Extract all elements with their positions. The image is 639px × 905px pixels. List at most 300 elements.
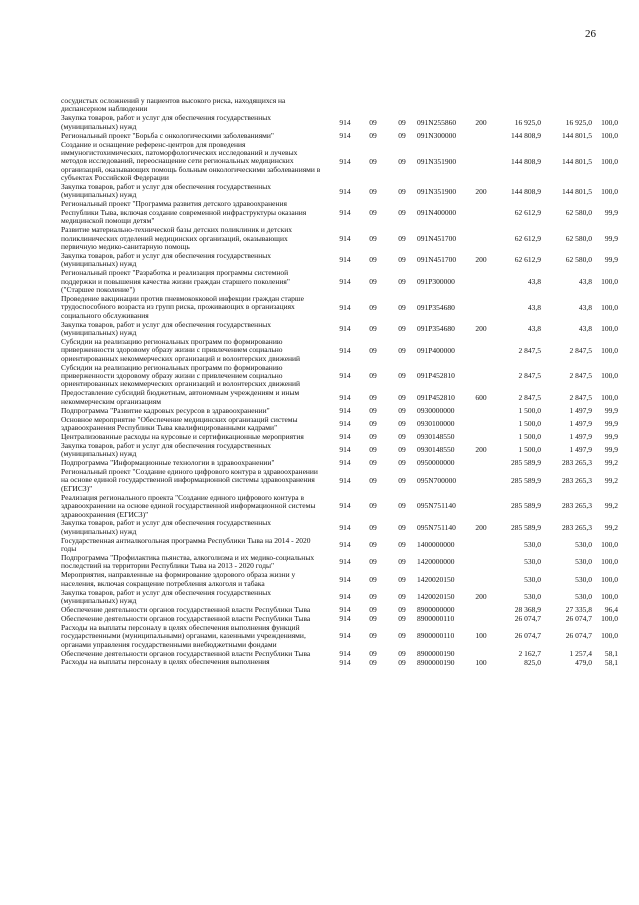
row-percent: 100,0 — [601, 540, 618, 550]
row-percent: 99,2 — [604, 475, 618, 485]
row-percent: 58,1 — [604, 648, 618, 658]
row-subsection: 09 — [398, 501, 406, 511]
row-plan-amount: 1 500,0 — [518, 432, 541, 442]
row-section: 09 — [369, 186, 377, 196]
row-percent: 99,2 — [604, 522, 618, 532]
row-expense-type — [471, 554, 491, 571]
row-executed-amount: 1 497,9 — [569, 432, 592, 442]
row-target-article: 091N451700 — [417, 255, 457, 265]
row-subsection: 09 — [398, 631, 406, 641]
row-section: 09 — [369, 631, 377, 641]
row-percent: 100,0 — [601, 574, 618, 584]
row-name: Государственная антиалкогольная программа Республики Тыва на 2014 - 2020 годы — [61, 535, 311, 554]
row-admin-code: 914 — [339, 345, 351, 355]
row-name: Субсидии на реализацию региональных программ по формированию приверженности здоровому образу жизни с привлечением социально ориентированных некоммерческих организаций и волонтерских движений — [61, 362, 301, 389]
table-row — [61, 519, 618, 536]
row-percent: 100,0 — [601, 345, 618, 355]
row-admin-code: 914 — [339, 255, 351, 265]
row-target-article: 0930100000 — [417, 418, 455, 428]
row-plan-amount: 43,8 — [527, 302, 541, 312]
row-section: 09 — [369, 648, 377, 658]
row-percent: 99,9 — [604, 445, 618, 455]
row-subsection: 09 — [398, 648, 406, 658]
row-target-article — [417, 97, 471, 114]
row-executed-amount: 283 265,3 — [562, 475, 592, 485]
row-subsection: 09 — [398, 345, 406, 355]
row-subsection: 09 — [398, 445, 406, 455]
row-name: Обеспечение деятельности органов государственной власти Республики Тыва — [61, 648, 311, 658]
table-row — [61, 416, 618, 433]
row-subsection: 09 — [398, 392, 406, 402]
row-expense-type — [471, 468, 491, 494]
row-expense-type — [471, 295, 491, 321]
table-body — [61, 97, 618, 667]
row-percent: 100,0 — [601, 614, 618, 624]
table-row — [61, 571, 618, 588]
row-expense-type — [471, 433, 491, 442]
row-percent: 100,0 — [601, 371, 618, 381]
row-plan-amount: 285 589,9 — [511, 458, 541, 468]
row-expense-type — [471, 416, 491, 433]
row-name: Региональный проект "Борьба с онкологическими заболеваниями" — [61, 130, 274, 140]
row-admin-code: 914 — [339, 324, 351, 334]
row-percent: 100,0 — [601, 276, 618, 286]
row-plan-amount: 144 808,9 — [511, 186, 541, 196]
row-plan-amount: 62 612,9 — [514, 233, 541, 243]
table-row — [61, 141, 618, 184]
row-expense-type — [471, 200, 491, 226]
row-plan-amount: 62 612,9 — [514, 255, 541, 265]
row-expense-type: 200 — [475, 255, 487, 265]
row-subsection: 09 — [398, 255, 406, 265]
row-expense-type: 100 — [475, 657, 487, 667]
row-section: 09 — [369, 302, 377, 312]
row-plan-amount: 26 074,7 — [514, 631, 541, 641]
row-percent: 100,0 — [601, 324, 618, 334]
row-subsection: 09 — [398, 657, 406, 667]
row-plan-amount: 144 808,9 — [511, 130, 541, 140]
row-name: Закупка товаров, работ и услуг для обеспечения государственных (муниципальных) нужд — [61, 518, 272, 536]
row-admin-code: 914 — [339, 574, 351, 584]
row-percent: 99,2 — [604, 501, 618, 511]
row-section: 09 — [369, 392, 377, 402]
row-percent: 100,0 — [601, 117, 618, 127]
row-name: Обеспечение деятельности органов государственной власти Республики Тыва — [61, 613, 311, 623]
row-plan-amount: 28 368,9 — [514, 605, 541, 615]
row-section: 09 — [369, 557, 377, 567]
row-plan-amount: 530,0 — [524, 592, 541, 602]
page-number: 26 — [585, 28, 596, 40]
row-percent: 100,0 — [601, 156, 618, 166]
row-name: Закупка товаров, работ и услуг для обеспечения государственных (муниципальных) нужд — [61, 250, 272, 269]
table-row — [61, 494, 618, 520]
row-name: Региональный проект "Создание единого цифрового контура в здравоохранении на основе единой государственной информационной системы здравоохранения (ЕГИСЗ)" — [61, 466, 318, 493]
row-section: 09 — [369, 657, 377, 667]
table-row — [61, 114, 618, 131]
row-section: 09 — [369, 130, 377, 140]
row-percent: 99,2 — [604, 458, 618, 468]
row-target-article: 0930148550 — [417, 432, 455, 442]
row-name: Расходы на выплаты персоналу в целях обеспечения выполнения функций государственными (муниципальными) органами, казенными учреждениями, органами управления государственными внебюджетными фондами — [61, 622, 306, 649]
table-row — [61, 252, 618, 269]
row-section: 09 — [369, 324, 377, 334]
row-admin-code: 914 — [339, 418, 351, 428]
row-expense-type: 200 — [475, 592, 487, 602]
row-expense-type: 100 — [475, 631, 487, 641]
row-name: Основное мероприятие "Обеспечение медицинских организаций системы здравоохранения Республики Тыва квалифицированными кадрами" — [61, 414, 298, 432]
row-name: Региональный проект "Разработка и реализация программы системной поддержки и повышения качества жизни граждан старшего поколения" ("Старшее поколение") — [61, 268, 290, 294]
row-executed-amount: 16 925,0 — [565, 117, 592, 127]
row-target-article: 1420020150 — [417, 592, 455, 602]
row-executed-amount: 283 265,3 — [562, 522, 592, 532]
row-subsection: 09 — [398, 522, 406, 532]
row-subsection: 09 — [398, 540, 406, 550]
row-executed-amount: 144 801,5 — [562, 186, 592, 196]
row-admin-code: 914 — [339, 605, 351, 615]
row-subsection: 09 — [398, 574, 406, 584]
row-subsection — [387, 97, 417, 114]
row-admin-code: 914 — [339, 186, 351, 196]
table-row — [61, 589, 618, 606]
row-plan-amount: 1 500,0 — [518, 418, 541, 428]
row-plan-amount: 530,0 — [524, 574, 541, 584]
row-executed-amount: 144 801,5 — [562, 156, 592, 166]
row-admin-code: 914 — [339, 648, 351, 658]
row-target-article: 0930148550 — [417, 445, 455, 455]
row-admin-code: 914 — [339, 522, 351, 532]
row-percent: 100,0 — [601, 130, 618, 140]
table-row — [61, 295, 618, 321]
row-name: Обеспечение деятельности органов государственной власти Республики Тыва — [61, 604, 311, 614]
row-percent: 99,9 — [604, 405, 618, 415]
row-target-article: 091P354680 — [417, 302, 455, 312]
row-plan-amount: 530,0 — [524, 557, 541, 567]
row-name: Подпрограмма "Информационные технологии в здравоохранении" — [61, 458, 275, 468]
row-subsection: 09 — [398, 432, 406, 442]
row-plan-amount — [491, 97, 541, 114]
table-row — [61, 624, 618, 650]
row-target-article: 091P400000 — [417, 345, 455, 355]
row-expense-type — [471, 537, 491, 554]
row-executed-amount: 530,0 — [575, 574, 592, 584]
row-expense-type — [471, 606, 491, 615]
row-executed-amount: 2 847,5 — [569, 392, 592, 402]
row-target-article: 1400000000 — [417, 540, 455, 550]
row-percent: 100,0 — [601, 592, 618, 602]
row-target-article: 8900000110 — [417, 614, 455, 624]
row-expense-type: 600 — [475, 392, 487, 402]
table-row — [61, 321, 618, 338]
row-subsection: 09 — [398, 475, 406, 485]
row-section — [359, 97, 387, 114]
row-executed-amount: 26 074,7 — [565, 631, 592, 641]
row-executed-amount: 1 497,9 — [569, 445, 592, 455]
row-subsection: 09 — [398, 130, 406, 140]
row-name: Развитие материально-технической базы детских поликлиник и детских поликлинических отделений медицинских организаций, оказывающих первичную медико-санитарную помощь — [61, 225, 292, 251]
row-executed-amount: 62 580,0 — [565, 255, 592, 265]
row-name: Централизованные расходы на курсовые и сертификационные мероприятия — [61, 431, 304, 441]
row-name: Подпрограмма "Развитие кадровых ресурсов в здравоохранении" — [61, 405, 270, 415]
row-admin-code: 914 — [339, 657, 351, 667]
row-executed-amount: 43,8 — [578, 324, 592, 334]
row-target-article: 091N351900 — [417, 156, 457, 166]
row-admin-code: 914 — [339, 156, 351, 166]
row-admin-code: 914 — [339, 371, 351, 381]
row-section: 09 — [369, 418, 377, 428]
row-expense-type — [471, 459, 491, 468]
row-expense-type — [471, 615, 491, 624]
row-admin-code: 914 — [339, 557, 351, 567]
row-target-article: 091N351900 — [417, 186, 457, 196]
row-subsection: 09 — [398, 186, 406, 196]
row-expense-type — [471, 226, 491, 252]
row-subsection: 09 — [398, 405, 406, 415]
row-expense-type: 200 — [475, 522, 487, 532]
table-row — [61, 658, 618, 667]
row-executed-amount: 27 335,8 — [565, 605, 592, 615]
row-executed-amount: 144 801,5 — [562, 130, 592, 140]
row-admin-code: 914 — [339, 540, 351, 550]
table-row — [61, 554, 618, 571]
row-subsection: 09 — [398, 117, 406, 127]
row-target-article: 1420020150 — [417, 574, 455, 584]
row-target-article: 091P300000 — [417, 276, 455, 286]
row-executed-amount: 2 847,5 — [569, 371, 592, 381]
row-executed-amount: 1 497,9 — [569, 418, 592, 428]
table-row — [61, 269, 618, 295]
row-section: 09 — [369, 345, 377, 355]
row-plan-amount: 530,0 — [524, 540, 541, 550]
row-subsection: 09 — [398, 302, 406, 312]
row-executed-amount — [541, 97, 592, 114]
row-expense-type — [471, 97, 491, 114]
row-expense-type: 200 — [475, 186, 487, 196]
row-admin-code: 914 — [339, 445, 351, 455]
row-target-article: 8900000110 — [417, 631, 455, 641]
row-executed-amount: 1 257,4 — [569, 648, 592, 658]
row-executed-amount: 62 580,0 — [565, 208, 592, 218]
row-admin-code: 914 — [339, 117, 351, 127]
row-percent: 58,1 — [604, 657, 618, 667]
table-row — [61, 389, 618, 406]
row-section: 09 — [369, 208, 377, 218]
table-row — [61, 364, 618, 390]
row-percent: 99,9 — [604, 418, 618, 428]
row-target-article: 091N400000 — [417, 208, 457, 218]
row-admin-code — [331, 97, 359, 114]
row-admin-code: 914 — [339, 392, 351, 402]
row-plan-amount: 1 500,0 — [518, 445, 541, 455]
row-section: 09 — [369, 255, 377, 265]
row-expense-type — [471, 141, 491, 184]
row-subsection: 09 — [398, 208, 406, 218]
row-percent: 99,9 — [604, 208, 618, 218]
row-executed-amount: 283 265,3 — [562, 501, 592, 511]
row-executed-amount: 1 497,9 — [569, 405, 592, 415]
row-subsection: 09 — [398, 156, 406, 166]
row-name: Закупка товаров, работ и услуг для обеспечения государственных (муниципальных) нужд — [61, 113, 272, 131]
row-plan-amount: 2 847,5 — [518, 371, 541, 381]
row-target-article: 091N255860 — [417, 117, 457, 127]
row-name: Закупка товаров, работ и услуг для обеспечения государственных (муниципальных) нужд — [61, 587, 272, 606]
row-expense-type — [471, 571, 491, 588]
row-section: 09 — [369, 405, 377, 415]
row-executed-amount: 26 074,7 — [565, 614, 592, 624]
row-name: Подпрограмма "Профилактика пьянства, алкоголизма и их медико-социальных последствий на территории Республики Тыва на 2013 - 2020 годы" — [61, 553, 315, 571]
row-expense-type — [471, 407, 491, 416]
row-plan-amount: 285 589,9 — [511, 522, 541, 532]
row-expense-type: 200 — [475, 445, 487, 455]
row-admin-code: 914 — [339, 432, 351, 442]
row-section: 09 — [369, 605, 377, 615]
row-name: Региональный проект "Программа развития детского здравоохранения Республики Тыва, включая создание современной инфраструктуры оказания медицинской помощи детям" — [61, 199, 307, 226]
row-target-article: 091P354680 — [417, 324, 455, 334]
row-section: 09 — [369, 458, 377, 468]
row-section: 09 — [369, 117, 377, 127]
row-admin-code: 914 — [339, 233, 351, 243]
row-percent: 100,0 — [601, 557, 618, 567]
row-executed-amount: 43,8 — [578, 276, 592, 286]
row-section: 09 — [369, 432, 377, 442]
row-target-article: 091N300000 — [417, 130, 457, 140]
row-plan-amount: 825,0 — [524, 657, 541, 667]
table-row — [61, 537, 618, 554]
row-expense-type — [471, 364, 491, 390]
row-name: Проведение вакцинации против пневмококковой инфекции граждан старше трудоспособного возраста из групп риска, проживающих в организациях социального обслуживания — [61, 293, 304, 320]
row-executed-amount: 530,0 — [575, 540, 592, 550]
row-admin-code: 914 — [339, 501, 351, 511]
row-plan-amount: 285 589,9 — [511, 475, 541, 485]
row-percent: 100,0 — [601, 302, 618, 312]
row-section: 09 — [369, 522, 377, 532]
table-row — [61, 200, 618, 226]
row-executed-amount: 283 265,3 — [562, 458, 592, 468]
row-expense-type — [471, 269, 491, 295]
row-section: 09 — [369, 475, 377, 485]
row-executed-amount: 479,0 — [575, 657, 592, 667]
row-target-article: 8900000190 — [417, 657, 455, 667]
row-subsection: 09 — [398, 458, 406, 468]
row-subsection: 09 — [398, 592, 406, 602]
row-percent: 100,0 — [601, 392, 618, 402]
row-admin-code: 914 — [339, 592, 351, 602]
row-target-article: 091P452810 — [417, 371, 455, 381]
row-admin-code: 914 — [339, 302, 351, 312]
row-name: Закупка товаров, работ и услуг для обеспечения государственных (муниципальных) нужд — [61, 182, 272, 200]
row-target-article: 1420000000 — [417, 557, 455, 567]
row-expense-type: 200 — [475, 324, 487, 334]
row-percent: 99,9 — [604, 432, 618, 442]
row-section: 09 — [369, 574, 377, 584]
row-plan-amount: 16 925,0 — [514, 117, 541, 127]
table-row — [61, 97, 618, 114]
row-plan-amount: 62 612,9 — [514, 208, 541, 218]
row-section: 09 — [369, 614, 377, 624]
row-section: 09 — [369, 592, 377, 602]
row-subsection: 09 — [398, 276, 406, 286]
row-target-article: 095N751140 — [417, 501, 456, 511]
row-subsection: 09 — [398, 418, 406, 428]
row-admin-code: 914 — [339, 130, 351, 140]
row-admin-code: 914 — [339, 208, 351, 218]
row-subsection: 09 — [398, 557, 406, 567]
table-row — [61, 468, 618, 494]
row-expense-type: 200 — [475, 117, 487, 127]
row-executed-amount: 43,8 — [578, 302, 592, 312]
table-row — [61, 442, 618, 459]
row-section: 09 — [369, 233, 377, 243]
row-plan-amount: 43,8 — [527, 276, 541, 286]
row-percent — [592, 97, 618, 114]
row-subsection: 09 — [398, 324, 406, 334]
row-name: Создание и оснащение референс-центров для проведения иммуногистохимических, патоморфологических исследований и лучевых методов исследований, переоснащение сети региональных медицинских организаций, оказывающих помощь больным онкологическими заболеваниями в субъектах Российской Федерации — [61, 139, 321, 183]
row-target-article: 095N751140 — [417, 522, 456, 532]
row-plan-amount: 2 847,5 — [518, 392, 541, 402]
row-name: Предоставление субсидий бюджетным, автономным учреждениям и иным некоммерческим организациям — [61, 388, 300, 406]
row-executed-amount: 62 580,0 — [565, 233, 592, 243]
row-section: 09 — [369, 501, 377, 511]
row-expense-type — [471, 132, 491, 141]
row-admin-code: 914 — [339, 631, 351, 641]
row-expense-type — [471, 494, 491, 520]
row-plan-amount: 2 847,5 — [518, 345, 541, 355]
row-section: 09 — [369, 445, 377, 455]
row-executed-amount: 530,0 — [575, 557, 592, 567]
row-target-article: 095N700000 — [417, 475, 457, 485]
row-plan-amount: 285 589,9 — [511, 501, 541, 511]
row-target-article: 0930000000 — [417, 405, 455, 415]
row-name: Закупка товаров, работ и услуг для обеспечения государственных (муниципальных) нужд — [61, 319, 272, 337]
row-plan-amount: 144 808,9 — [511, 156, 541, 166]
row-percent: 96,4 — [604, 605, 618, 615]
row-subsection: 09 — [398, 233, 406, 243]
table-row — [61, 338, 618, 364]
budget-table — [61, 97, 618, 667]
row-admin-code: 914 — [339, 614, 351, 624]
row-subsection: 09 — [398, 371, 406, 381]
row-plan-amount: 43,8 — [527, 324, 541, 334]
row-name: Субсидии на реализацию региональных программ по формированию приверженности здоровому образу жизни с привлечением социально ориентированных некоммерческих организаций и волонтерских движений — [61, 336, 301, 363]
row-target-article: 0950000000 — [417, 458, 455, 468]
row-section: 09 — [369, 540, 377, 550]
row-name: Реализация регионального проекта "Создание единого цифрового контура в здравоохранении на основе единой государственной информационной системы здравоохранения (ЕГИСЗ)" — [61, 492, 316, 519]
row-percent: 99,9 — [604, 233, 618, 243]
row-admin-code: 914 — [339, 458, 351, 468]
row-admin-code: 914 — [339, 475, 351, 485]
row-target-article: 8900000190 — [417, 648, 455, 658]
table-row — [61, 226, 618, 252]
row-section: 09 — [369, 156, 377, 166]
row-plan-amount: 1 500,0 — [518, 405, 541, 415]
row-name: Мероприятия, направленные на формирование здорового образа жизни у населения, включая сокращение потребления алкоголя и табака — [61, 570, 296, 588]
row-percent: 100,0 — [601, 631, 618, 641]
row-percent: 100,0 — [601, 186, 618, 196]
row-executed-amount: 2 847,5 — [569, 345, 592, 355]
row-target-article: 091N451700 — [417, 233, 457, 243]
row-name: Расходы на выплаты персоналу в целях обеспечения выполнения — [61, 657, 270, 667]
row-name: сосудистых осложнений у пациентов высокого риска, находящихся на диспансерном наблюдении — [61, 96, 286, 114]
row-plan-amount: 2 162,7 — [518, 648, 541, 658]
row-admin-code: 914 — [339, 276, 351, 286]
row-expense-type — [471, 338, 491, 364]
row-target-article: 091P452810 — [417, 392, 455, 402]
row-executed-amount: 530,0 — [575, 592, 592, 602]
row-percent: 99,9 — [604, 255, 618, 265]
row-admin-code: 914 — [339, 405, 351, 415]
row-section: 09 — [369, 371, 377, 381]
table-row — [61, 183, 618, 200]
row-target-article: 8900000000 — [417, 605, 455, 615]
